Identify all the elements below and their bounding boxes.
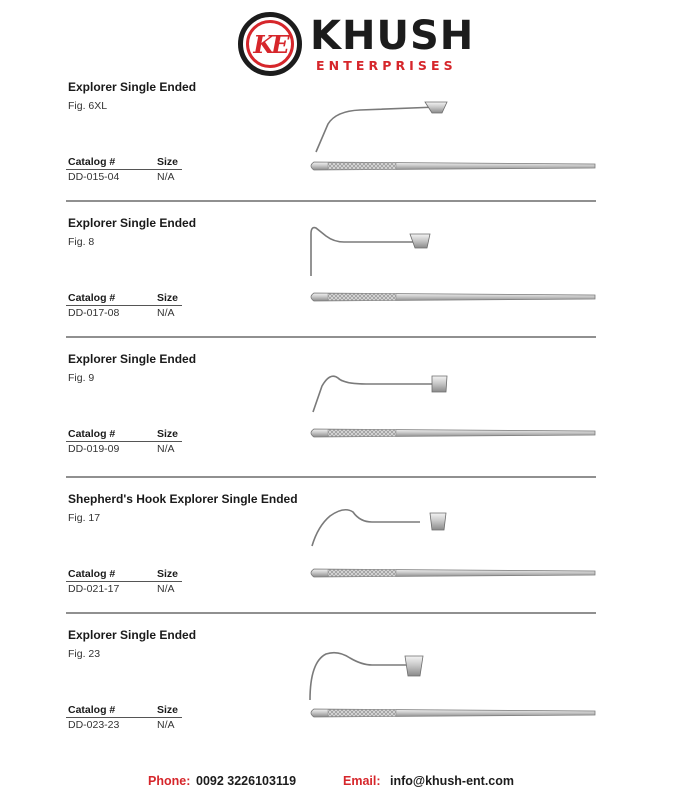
email-label: Email: (343, 774, 381, 788)
product-section (0, 216, 689, 352)
phone-label: Phone: (148, 774, 191, 788)
logo-monogram: KE (253, 29, 287, 59)
contact-footer (0, 774, 689, 792)
label-underline (66, 169, 182, 170)
catalog-label: Catalog # (68, 156, 116, 168)
product-section (0, 352, 689, 488)
catalog-label: Catalog # (68, 704, 116, 716)
size-value: N/A (157, 583, 175, 595)
size-label: Size (157, 156, 179, 168)
label-underline (66, 581, 182, 582)
size-label: Size (157, 568, 179, 580)
product-title: Shepherd's Hook Explorer Single Ended (68, 492, 298, 506)
catalog-number: DD-019-09 (68, 443, 120, 455)
size-value: N/A (157, 171, 175, 183)
product-figure: Fig. 17 (68, 512, 101, 524)
size-label: Size (157, 704, 179, 716)
catalog-number: DD-017-08 (68, 307, 120, 319)
product-section (0, 80, 689, 216)
product-figure: Fig. 23 (68, 648, 101, 660)
size-value: N/A (157, 719, 175, 731)
logo-tagline: ENTERPRISES (316, 58, 457, 73)
label-underline (66, 305, 182, 306)
catalog-number: DD-023-23 (68, 719, 120, 731)
product-title: Explorer Single Ended (68, 216, 197, 230)
product-title: Explorer Single Ended (68, 80, 197, 94)
company-logo (236, 8, 475, 80)
product-title: Explorer Single Ended (68, 352, 197, 366)
product-section (0, 628, 689, 764)
product-figure: Fig. 8 (68, 236, 95, 248)
catalog-number: DD-021-17 (68, 583, 120, 595)
label-underline (66, 441, 182, 442)
catalog-number: DD-015-04 (68, 171, 120, 183)
size-label: Size (157, 292, 179, 304)
logo-emblem (238, 12, 302, 76)
phone-number: 0092 3226103119 (196, 774, 297, 788)
product-figure: Fig. 6XL (68, 100, 108, 112)
label-underline (66, 717, 182, 718)
logo-name: KHUSH (310, 13, 475, 59)
product-figure: Fig. 9 (68, 372, 95, 384)
size-value: N/A (157, 307, 175, 319)
size-label: Size (157, 428, 179, 440)
email-address: info@khush-ent.com (390, 774, 514, 788)
product-title: Explorer Single Ended (68, 628, 197, 642)
catalog-label: Catalog # (68, 292, 116, 304)
catalog-label: Catalog # (68, 428, 116, 440)
product-section (0, 492, 689, 628)
catalog-label: Catalog # (68, 568, 116, 580)
size-value: N/A (157, 443, 175, 455)
